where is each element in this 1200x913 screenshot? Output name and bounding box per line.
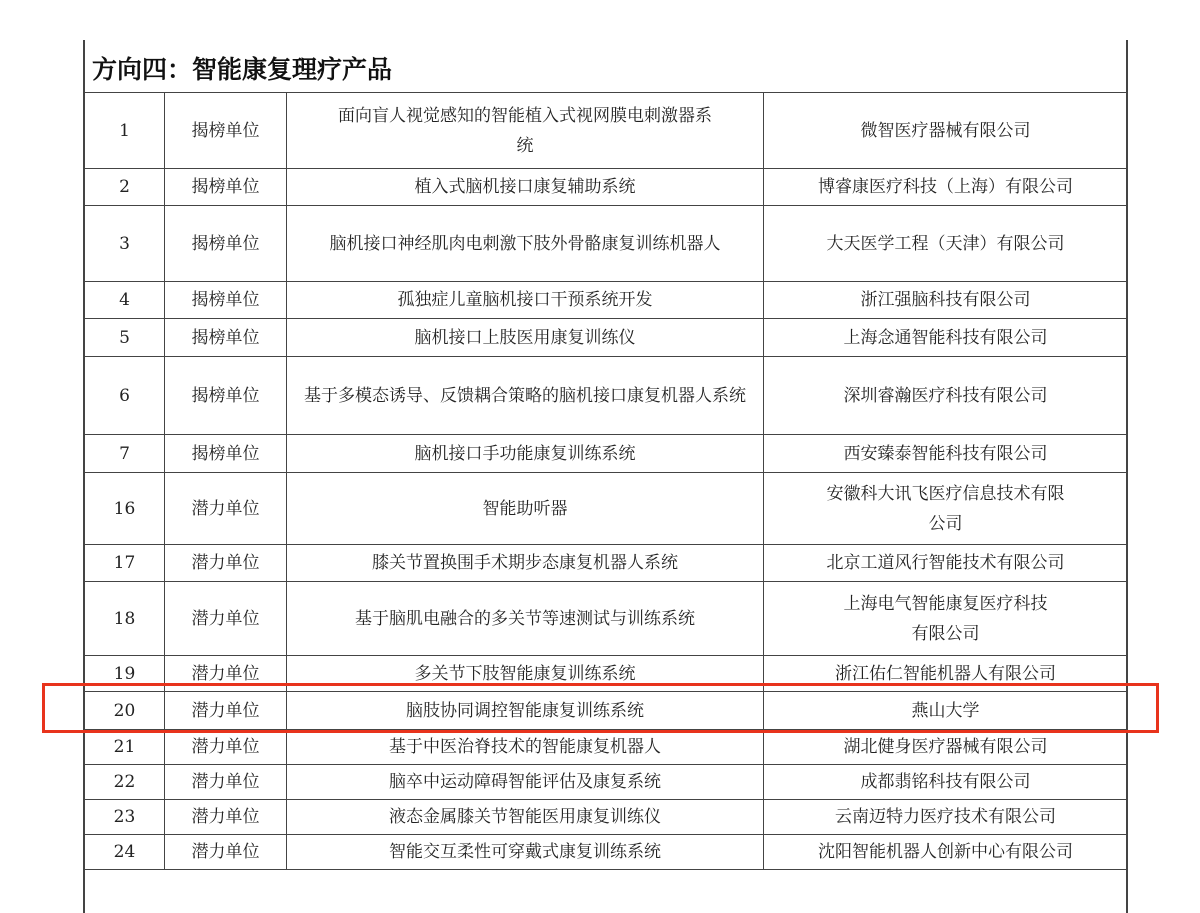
row-number: 7 [85,435,165,473]
unit-type: 揭榜单位 [165,435,287,473]
results-table-body [85,93,1128,870]
row-number: 19 [85,656,165,692]
product-name: 液态金属膝关节智能医用康复训练仪 [287,800,764,835]
results-table [84,92,1128,870]
unit-type: 潜力单位 [165,582,287,656]
product-name: 智能交互柔性可穿戴式康复训练系统 [287,835,764,870]
product-name: 膝关节置换围手术期步态康复机器人系统 [287,545,764,582]
row-number: 17 [85,545,165,582]
row-number: 23 [85,800,165,835]
organization-name: 湖北健身医疗器械有限公司 [764,730,1128,765]
organization-name: 深圳睿瀚医疗科技有限公司 [764,357,1128,435]
organization-name: 博睿康医疗科技（上海）有限公司 [764,169,1128,206]
product-name: 脑机接口手功能康复训练系统 [287,435,764,473]
table-row [85,582,1128,656]
section-title: 方向四：智能康复理疗产品 [92,55,393,84]
product-name: 脑机接口上肢医用康复训练仪 [287,319,764,357]
table-row [85,730,1128,765]
organization-name: 浙江强脑科技有限公司 [764,282,1128,319]
organization-name: 大天医学工程（天津）有限公司 [764,206,1128,282]
row-number: 3 [85,206,165,282]
product-name: 植入式脑机接口康复辅助系统 [287,169,764,206]
unit-type: 潜力单位 [165,473,287,545]
row-number: 4 [85,282,165,319]
organization-name: 微智医疗器械有限公司 [764,93,1128,169]
table-row [85,282,1128,319]
unit-type: 潜力单位 [165,800,287,835]
table-row [85,473,1128,545]
product-name: 脑机接口神经肌肉电刺激下肢外骨骼康复训练机器人 [287,206,764,282]
table-row-highlighted [85,692,1128,730]
table-row [85,765,1128,800]
unit-type: 潜力单位 [165,730,287,765]
unit-type: 揭榜单位 [165,357,287,435]
unit-type: 潜力单位 [165,835,287,870]
table-row [85,435,1128,473]
organization-name: 沈阳智能机器人创新中心有限公司 [764,835,1128,870]
row-number: 24 [85,835,165,870]
unit-type: 揭榜单位 [165,282,287,319]
unit-type: 揭榜单位 [165,169,287,206]
table-row [85,93,1128,169]
organization-name: 上海电气智能康复医疗科技有限公司 [764,582,1128,656]
row-number: 5 [85,319,165,357]
product-name: 多关节下肢智能康复训练系统 [287,656,764,692]
table-row [85,656,1128,692]
table-row [85,800,1128,835]
unit-type: 揭榜单位 [165,319,287,357]
unit-type: 揭榜单位 [165,93,287,169]
row-number: 22 [85,765,165,800]
product-name: 面向盲人视觉感知的智能植入式视网膜电刺激器系统 [287,93,764,169]
row-number: 20 [85,692,165,730]
table-row [85,545,1128,582]
organization-name: 云南迈特力医疗技术有限公司 [764,800,1128,835]
row-number: 2 [85,169,165,206]
organization-name: 安徽科大讯飞医疗信息技术有限公司 [764,473,1128,545]
table-row [85,206,1128,282]
product-name: 孤独症儿童脑机接口干预系统开发 [287,282,764,319]
row-number: 6 [85,357,165,435]
unit-type: 潜力单位 [165,545,287,582]
product-name: 智能助听器 [287,473,764,545]
product-name: 基于多模态诱导、反馈耦合策略的脑机接口康复机器人系统 [287,357,764,435]
product-name: 脑卒中运动障碍智能评估及康复系统 [287,765,764,800]
unit-type: 潜力单位 [165,656,287,692]
table-row [85,169,1128,206]
unit-type: 揭榜单位 [165,206,287,282]
table-row [85,357,1128,435]
organization-name: 燕山大学 [764,692,1128,730]
organization-name: 西安臻泰智能科技有限公司 [764,435,1128,473]
unit-type: 潜力单位 [165,765,287,800]
row-number: 1 [85,93,165,169]
row-number: 18 [85,582,165,656]
organization-name: 浙江佑仁智能机器人有限公司 [764,656,1128,692]
organization-name: 成都翡铭科技有限公司 [764,765,1128,800]
table-row [85,835,1128,870]
organization-name: 北京工道风行智能技术有限公司 [764,545,1128,582]
unit-type: 潜力单位 [165,692,287,730]
row-number: 21 [85,730,165,765]
row-number: 16 [85,473,165,545]
organization-name: 上海念通智能科技有限公司 [764,319,1128,357]
product-name: 基于脑肌电融合的多关节等速测试与训练系统 [287,582,764,656]
product-name: 脑肢协同调控智能康复训练系统 [287,692,764,730]
table-row [85,319,1128,357]
product-name: 基于中医治脊技术的智能康复机器人 [287,730,764,765]
